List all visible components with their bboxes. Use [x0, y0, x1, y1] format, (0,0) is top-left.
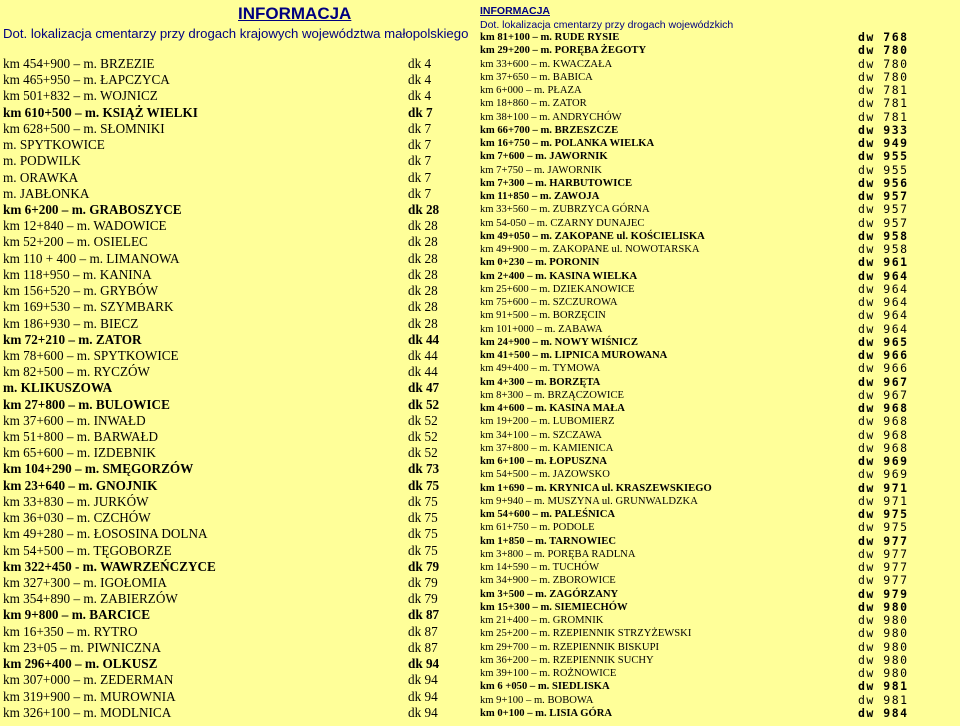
road-number: dk 28: [408, 266, 438, 282]
road-number: dw 968: [858, 401, 909, 415]
cemetery-location: km 25+600 – m. DZIEKANOWICE: [480, 283, 635, 295]
road-number: dk 4: [408, 56, 432, 71]
cemetery-location: km 19+200 – m. LUBOMIERZ: [480, 416, 615, 428]
voivodeship-road-row: [480, 495, 958, 508]
national-road-row: [3, 591, 473, 607]
voivodeship-road-row: [480, 601, 958, 614]
voivodeship-road-row: [480, 124, 958, 137]
road-number: dw 768: [858, 30, 909, 44]
cemetery-location: km 9+940 – m. MUSZYNA ul. GRUNWALDZKA: [480, 495, 698, 507]
cemetery-location: km 354+890 – m. ZABIERZÓW: [3, 591, 178, 607]
cemetery-location: km 454+900 – m. BRZEZIE: [3, 56, 155, 71]
road-number: dw 984: [858, 705, 909, 720]
national-road-row: [3, 137, 473, 153]
road-number: dw 980: [858, 652, 909, 667]
voivodeship-road-row: [480, 415, 958, 428]
voivodeship-road-row: [480, 508, 958, 521]
cemetery-location: km 34+100 – m. SZCZAWA: [480, 429, 602, 441]
right-title: INFORMACJA: [480, 5, 550, 17]
cemetery-location: km 75+600 – m. SZCZUROWA: [480, 297, 618, 308]
road-number: dw 933: [858, 122, 909, 137]
national-road-row: [3, 121, 473, 137]
cemetery-location: km 296+400 – m. OLKUSZ: [3, 656, 158, 672]
road-number: dk 87: [408, 607, 440, 623]
cemetery-location: km 14+590 – m. TUCHÓW: [480, 562, 600, 573]
road-number: dw 949: [858, 136, 909, 150]
voivodeship-road-row: [480, 561, 958, 574]
voivodeship-roads-list: [480, 31, 958, 720]
national-road-row: [3, 640, 473, 656]
cemetery-location: km 27+800 – m. BULOWICE: [3, 396, 170, 412]
road-number: dw 979: [858, 586, 909, 601]
voivodeship-road-row: [480, 84, 958, 97]
voivodeship-road-row: [480, 574, 958, 587]
voivodeship-road-row: [480, 230, 958, 243]
national-road-row: [3, 510, 473, 526]
national-road-row: [3, 283, 473, 299]
cemetery-location: km 37+600 – m. INWAŁD: [3, 412, 146, 428]
voivodeship-road-row: [480, 190, 958, 203]
road-number: dk 28: [408, 283, 438, 299]
cemetery-location: km 66+700 – m. BRZESZCZE: [480, 124, 619, 136]
national-road-row: [3, 526, 473, 542]
road-number: dw 971: [858, 480, 909, 495]
cemetery-location: km 307+000 – m. ZEDERMAN: [3, 672, 174, 688]
cemetery-location: km 156+520 – m. GRYBÓW: [3, 283, 159, 299]
cemetery-location: km 3+800 – m. PORĘBA RADLNA: [480, 548, 636, 560]
road-number: dw 966: [858, 361, 909, 376]
road-number: dw 955: [858, 162, 909, 177]
voivodeship-road-row: [480, 694, 958, 707]
voivodeship-road-row: [480, 455, 958, 468]
national-road-row: [3, 689, 473, 705]
voivodeship-road-row: [480, 44, 958, 57]
road-number: dw 977: [858, 546, 909, 561]
cemetery-location: km 29+200 – m. PORĘBA ŻEGOTY: [480, 45, 647, 57]
cemetery-location: km 118+950 – m. KANINA: [3, 266, 152, 282]
road-number: dw 781: [858, 96, 909, 111]
voivodeship-road-row: [480, 429, 958, 442]
national-road-row: [3, 348, 473, 364]
road-number: dk 87: [408, 639, 438, 655]
road-number: dk 44: [408, 331, 440, 347]
national-road-row: [3, 445, 473, 461]
cemetery-location: km 319+900 – m. MUROWNIA: [3, 688, 176, 704]
national-road-row: [3, 364, 473, 380]
cemetery-location: km 37+800 – m. KAMIENICA: [480, 442, 614, 454]
voivodeship-road-row: [480, 667, 958, 680]
national-road-row: [3, 494, 473, 510]
road-number: dk 4: [408, 88, 432, 104]
road-number: dk 94: [408, 656, 440, 672]
cemetery-location: km 54-050 – m. CZARNY DUNAJEC: [480, 217, 645, 229]
cemetery-location: km 29+700 – m. RZEPIENNIK BISKUPI: [480, 641, 660, 653]
cemetery-location: km 169+530 – m. SZYMBARK: [3, 299, 174, 315]
cemetery-location: km 628+500 – m. SŁOMNIKI: [3, 120, 165, 136]
road-number: dk 75: [408, 526, 438, 542]
national-road-row: [3, 429, 473, 445]
national-road-row: [3, 186, 473, 202]
road-number: dw 957: [858, 189, 909, 203]
voivodeship-road-row: [480, 296, 958, 309]
road-number: dk 75: [408, 510, 438, 526]
road-number: dw 955: [858, 149, 909, 164]
voivodeship-road-row: [480, 402, 958, 415]
road-number: dk 52: [408, 412, 438, 428]
road-number: dk 52: [408, 396, 440, 412]
national-road-row: [3, 316, 473, 332]
road-number: dk 44: [408, 347, 438, 363]
cemetery-location: km 186+930 – m. BIECZ: [3, 315, 139, 331]
cemetery-location: km 72+210 – m. ZATOR: [3, 331, 142, 347]
cemetery-location: km 41+500 – m. LIPNICA MUROWANA: [480, 350, 668, 361]
voivodeship-road-row: [480, 482, 958, 495]
road-number: dw 968: [858, 414, 909, 429]
cemetery-location: km 1+850 – m. TARNOWIEC: [480, 535, 617, 547]
cemetery-location: km 16+750 – m. POLANKA WIELKA: [480, 138, 655, 149]
road-number: dw 965: [858, 334, 909, 349]
road-number: dk 47: [408, 380, 440, 396]
cemetery-location: km 65+600 – m. IZDEBNIK: [3, 445, 156, 461]
cemetery-location: km 0+100 – m. LISIA GÓRA: [480, 707, 613, 719]
national-road-row: [3, 170, 473, 186]
national-road-row: [3, 656, 473, 672]
road-number: dw 980: [858, 599, 909, 614]
road-number: dk 28: [408, 201, 440, 217]
national-road-row: [3, 299, 473, 315]
road-number: dk 28: [408, 218, 438, 234]
national-road-row: [3, 413, 473, 429]
voivodeship-road-row: [480, 548, 958, 561]
road-number: dk 94: [408, 672, 438, 688]
road-number: dk 7: [408, 137, 432, 153]
cemetery-location: km 39+100 – m. ROŻNOWICE: [480, 668, 617, 679]
cemetery-location: km 82+500 – m. RYCZÓW: [3, 364, 151, 380]
voivodeship-road-row: [480, 641, 958, 654]
road-number: dk 94: [408, 704, 438, 720]
cemetery-location: m. ORAWKA: [3, 169, 79, 185]
national-road-row: [3, 575, 473, 591]
road-number: dw 957: [858, 202, 909, 217]
road-number: dk 79: [408, 575, 438, 590]
voivodeship-road-row: [480, 535, 958, 548]
cemetery-location: km 54+600 – m. PALEŚNICA: [480, 509, 616, 520]
road-number: dk 28: [408, 315, 438, 331]
national-road-row: [3, 267, 473, 283]
road-number: dw 971: [858, 493, 909, 508]
cemetery-location: km 33+830 – m. JURKÓW: [3, 493, 149, 509]
left-subtitle: Dot. lokalizacja cmentarzy przy drogach krajowych województwa małopolskiego: [3, 26, 469, 41]
road-number: dw 980: [858, 639, 909, 654]
cemetery-location: m. SPYTKOWICE: [3, 137, 105, 153]
cemetery-location: km 1+690 – m. KRYNICA ul. KRASZEWSKIEGO: [480, 482, 712, 494]
voivodeship-road-row: [480, 362, 958, 375]
road-number: dw 781: [858, 109, 909, 124]
road-number: dk 28: [408, 234, 438, 250]
voivodeship-road-row: [480, 283, 958, 296]
road-number: dw 964: [858, 295, 909, 309]
cemetery-location: km 23+05 – m. PIWNICZNA: [3, 639, 161, 655]
road-number: dk 79: [408, 558, 440, 574]
road-number: dw 981: [858, 692, 909, 707]
voivodeship-road-row: [480, 680, 958, 693]
road-number: dw 977: [858, 573, 909, 588]
voivodeship-road-row: [480, 217, 958, 230]
national-road-row: [3, 559, 473, 575]
road-number: dw 977: [858, 560, 909, 574]
cemetery-location: km 4+600 – m. KASINA MAŁA: [480, 403, 625, 414]
cemetery-location: km 33+560 – m. ZUBRZYCA GÓRNA: [480, 204, 650, 216]
cemetery-location: km 21+400 – m. GROMNIK: [480, 615, 604, 626]
road-number: dk 94: [408, 688, 438, 704]
road-number: dk 7: [408, 153, 432, 169]
voivodeship-road-row: [480, 389, 958, 402]
national-road-row: [3, 607, 473, 623]
voivodeship-road-row: [480, 177, 958, 190]
cemetery-location: km 81+100 – m. RUDE RYSIE: [480, 32, 620, 43]
national-road-row: [3, 624, 473, 640]
road-number: dw 980: [858, 613, 909, 627]
national-road-row: [3, 234, 473, 250]
road-number: dw 968: [858, 440, 909, 455]
cemetery-location: km 501+832 – m. WOJNICZ: [3, 88, 158, 104]
voivodeship-road-row: [480, 323, 958, 336]
road-number: dk 79: [408, 591, 438, 607]
voivodeship-road-row: [480, 376, 958, 389]
cemetery-location: km 11+850 – m. ZAWOJA: [480, 191, 600, 202]
voivodeship-road-row: [480, 97, 958, 110]
cemetery-location: km 6+200 – m. GRABOSZYCE: [3, 201, 182, 217]
cemetery-location: km 91+500 – m. BORZĘCIN: [480, 310, 606, 322]
road-number: dk 7: [408, 120, 432, 136]
cemetery-location: km 326+100 – m. MODLNICA: [3, 704, 172, 720]
national-roads-list: [3, 56, 473, 721]
cemetery-location: km 49+900 – m. ZAKOPANE ul. NOWOTARSKA: [480, 244, 700, 255]
national-road-row: [3, 397, 473, 413]
voivodeship-road-row: [480, 614, 958, 627]
cemetery-location: km 12+840 – m. WADOWICE: [3, 218, 167, 234]
cemetery-location: km 54+500 – m. JAZOWSKO: [480, 469, 610, 481]
voivodeship-road-row: [480, 256, 958, 269]
cemetery-location: km 6 +050 – m. SIEDLISKA: [480, 681, 610, 693]
voivodeship-road-row: [480, 71, 958, 84]
cemetery-location: km 322+450 - m. WAWRZEŃCZYCE: [3, 558, 216, 574]
road-number: dw 964: [858, 308, 909, 323]
cemetery-location: km 24+900 – m. NOWY WIŚNICZ: [480, 336, 638, 348]
road-number: dk 52: [408, 445, 438, 461]
cemetery-location: km 61+750 – m. PODOLE: [480, 522, 595, 534]
voivodeship-road-row: [480, 31, 958, 44]
cemetery-location: km 3+500 – m. ZAGÓRZANY: [480, 588, 619, 600]
cemetery-location: km 8+300 – m. BRZĄCZOWICE: [480, 389, 624, 401]
road-number: dw 780: [858, 56, 909, 71]
cemetery-location: km 52+200 – m. OSIELEC: [3, 234, 148, 250]
road-number: dw 975: [858, 507, 909, 521]
road-number: dw 956: [858, 175, 909, 190]
road-number: dk 75: [408, 493, 438, 509]
cemetery-location: km 2+400 – m. KASINA WIELKA: [480, 270, 638, 282]
cemetery-location: km 0+230 – m. PORONIN: [480, 257, 600, 269]
voivodeship-road-row: [480, 468, 958, 481]
road-number: dw 780: [858, 69, 909, 84]
cemetery-location: km 327+300 – m. IGOŁOMIA: [3, 575, 167, 590]
cemetery-location: km 110 + 400 – m. LIMANOWA: [3, 250, 180, 266]
national-road-row: [3, 153, 473, 169]
cemetery-location: km 49+050 – m. ZAKOPANE ul. KOŚCIELISKA: [480, 230, 705, 242]
cemetery-location: km 104+290 – m. SMĘGORZÓW: [3, 461, 194, 477]
road-number: dw 964: [858, 268, 909, 283]
cemetery-location: km 16+350 – m. RYTRO: [3, 623, 138, 639]
voivodeship-road-row: [480, 442, 958, 455]
road-number: dw 781: [858, 83, 909, 97]
road-number: dk 28: [408, 250, 438, 266]
cemetery-location: km 7+600 – m. JAWORNIK: [480, 151, 608, 163]
road-number: dw 975: [858, 520, 909, 535]
cemetery-location: km 36+030 – m. CZCHÓW: [3, 510, 151, 526]
cemetery-location: km 7+300 – m. HARBUTOWICE: [480, 177, 633, 189]
cemetery-location: m. JABŁONKA: [3, 185, 90, 201]
cemetery-location: km 49+400 – m. TYMOWA: [480, 363, 601, 375]
national-road-row: [3, 202, 473, 218]
road-number: dw 961: [858, 255, 909, 270]
voivodeship-road-row: [480, 627, 958, 640]
road-number: dw 967: [858, 374, 909, 389]
voivodeship-road-row: [480, 58, 958, 71]
road-number: dw 969: [858, 454, 909, 468]
road-number: dk 87: [408, 623, 438, 639]
road-number: dw 958: [858, 242, 909, 256]
cemetery-location: km 7+750 – m. JAWORNIK: [480, 164, 602, 176]
voivodeship-road-row: [480, 309, 958, 322]
national-road-row: [3, 705, 473, 721]
right-subtitle: Dot. lokalizacja cmentarzy przy drogach wojewódzkich: [480, 19, 734, 31]
road-number: dk 28: [408, 299, 438, 315]
national-road-row: [3, 672, 473, 688]
cemetery-location: km 38+100 – m. ANDRYCHÓW: [480, 111, 622, 123]
road-number: dw 964: [858, 321, 909, 336]
national-road-row: [3, 72, 473, 88]
cemetery-location: km 6+100 – m. ŁOPUSZNA: [480, 456, 607, 467]
cemetery-location: km 9+100 – m. BOBOWA: [480, 694, 594, 706]
national-road-row: [3, 105, 473, 121]
road-number: dw 957: [858, 215, 909, 230]
national-road-row: [3, 332, 473, 348]
road-number: dw 980: [858, 626, 909, 641]
national-road-row: [3, 461, 473, 477]
road-number: dk 52: [408, 429, 438, 445]
road-number: dw 967: [858, 387, 909, 402]
cemetery-location: m. KLIKUSZOWA: [3, 380, 113, 396]
cemetery-location: km 54+500 – m. TĘGOBORZE: [3, 542, 172, 558]
cemetery-location: km 610+500 – m. KSIĄŻ WIELKI: [3, 104, 198, 120]
cemetery-location: km 25+200 – m. RZEPIENNIK STRZYŻEWSKI: [480, 628, 692, 640]
national-road-row: [3, 478, 473, 494]
cemetery-location: km 23+640 – m. GNOJNIK: [3, 477, 158, 493]
road-number: dk 7: [408, 185, 432, 201]
national-road-row: [3, 88, 473, 104]
voivodeship-road-row: [480, 654, 958, 667]
left-title: INFORMACJA: [238, 4, 352, 23]
cemetery-location: km 51+800 – m. BARWAŁD: [3, 429, 159, 445]
national-road-row: [3, 251, 473, 267]
road-number: dw 981: [858, 679, 909, 694]
road-number: dw 966: [858, 348, 909, 362]
voivodeship-road-row: [480, 336, 958, 349]
voivodeship-road-row: [480, 588, 958, 601]
road-number: dk 75: [408, 542, 438, 558]
voivodeship-road-row: [480, 707, 958, 720]
cemetery-location: km 49+280 – m. ŁOSOSINA DOLNA: [3, 526, 208, 542]
road-number: dk 75: [408, 477, 440, 493]
cemetery-location: km 33+600 – m. KWACZAŁA: [480, 58, 613, 70]
road-number: dk 7: [408, 169, 432, 185]
voivodeship-road-row: [480, 521, 958, 534]
cemetery-location: km 6+000 – m. PŁAZA: [480, 85, 582, 96]
voivodeship-road-row: [480, 203, 958, 216]
cemetery-location: km 465+950 – m. ŁAPCZYCA: [3, 72, 170, 88]
national-road-row: [3, 380, 473, 396]
road-number: dw 964: [858, 281, 909, 296]
cemetery-location: km 9+800 – m. BARCICE: [3, 607, 151, 623]
cemetery-location: km 101+000 – m. ZABAWA: [480, 323, 603, 335]
voivodeship-road-row: [480, 150, 958, 163]
national-road-row: [3, 543, 473, 559]
road-number: dk 44: [408, 364, 438, 380]
voivodeship-road-row: [480, 349, 958, 362]
cemetery-location: km 18+860 – m. ZATOR: [480, 98, 587, 110]
road-number: dw 980: [858, 666, 909, 680]
road-number: dk 4: [408, 72, 432, 88]
cemetery-location: km 37+650 – m. BABICA: [480, 71, 593, 83]
cemetery-location: m. PODWILK: [3, 153, 81, 169]
voivodeship-road-row: [480, 243, 958, 256]
road-number: dw 969: [858, 467, 909, 482]
road-number: dw 780: [858, 43, 909, 58]
road-number: dw 968: [858, 427, 909, 442]
voivodeship-road-row: [480, 164, 958, 177]
road-number: dk 7: [408, 104, 433, 120]
road-number: dw 958: [858, 228, 909, 243]
voivodeship-road-row: [480, 137, 958, 150]
road-number: dk 73: [408, 461, 440, 477]
cemetery-location: km 78+600 – m. SPYTKOWICE: [3, 347, 179, 363]
voivodeship-road-row: [480, 111, 958, 124]
cemetery-location: km 36+200 – m. RZEPIENNIK SUCHY: [480, 654, 654, 666]
cemetery-location: km 15+300 – m. SIEMIECHÓW: [480, 601, 628, 613]
voivodeship-road-row: [480, 270, 958, 283]
cemetery-location: km 4+300 – m. BORZĘTA: [480, 376, 601, 388]
cemetery-location: km 34+900 – m. ZBOROWICE: [480, 575, 616, 587]
national-road-row: [3, 56, 473, 72]
road-number: dw 977: [858, 533, 909, 548]
national-road-row: [3, 218, 473, 234]
